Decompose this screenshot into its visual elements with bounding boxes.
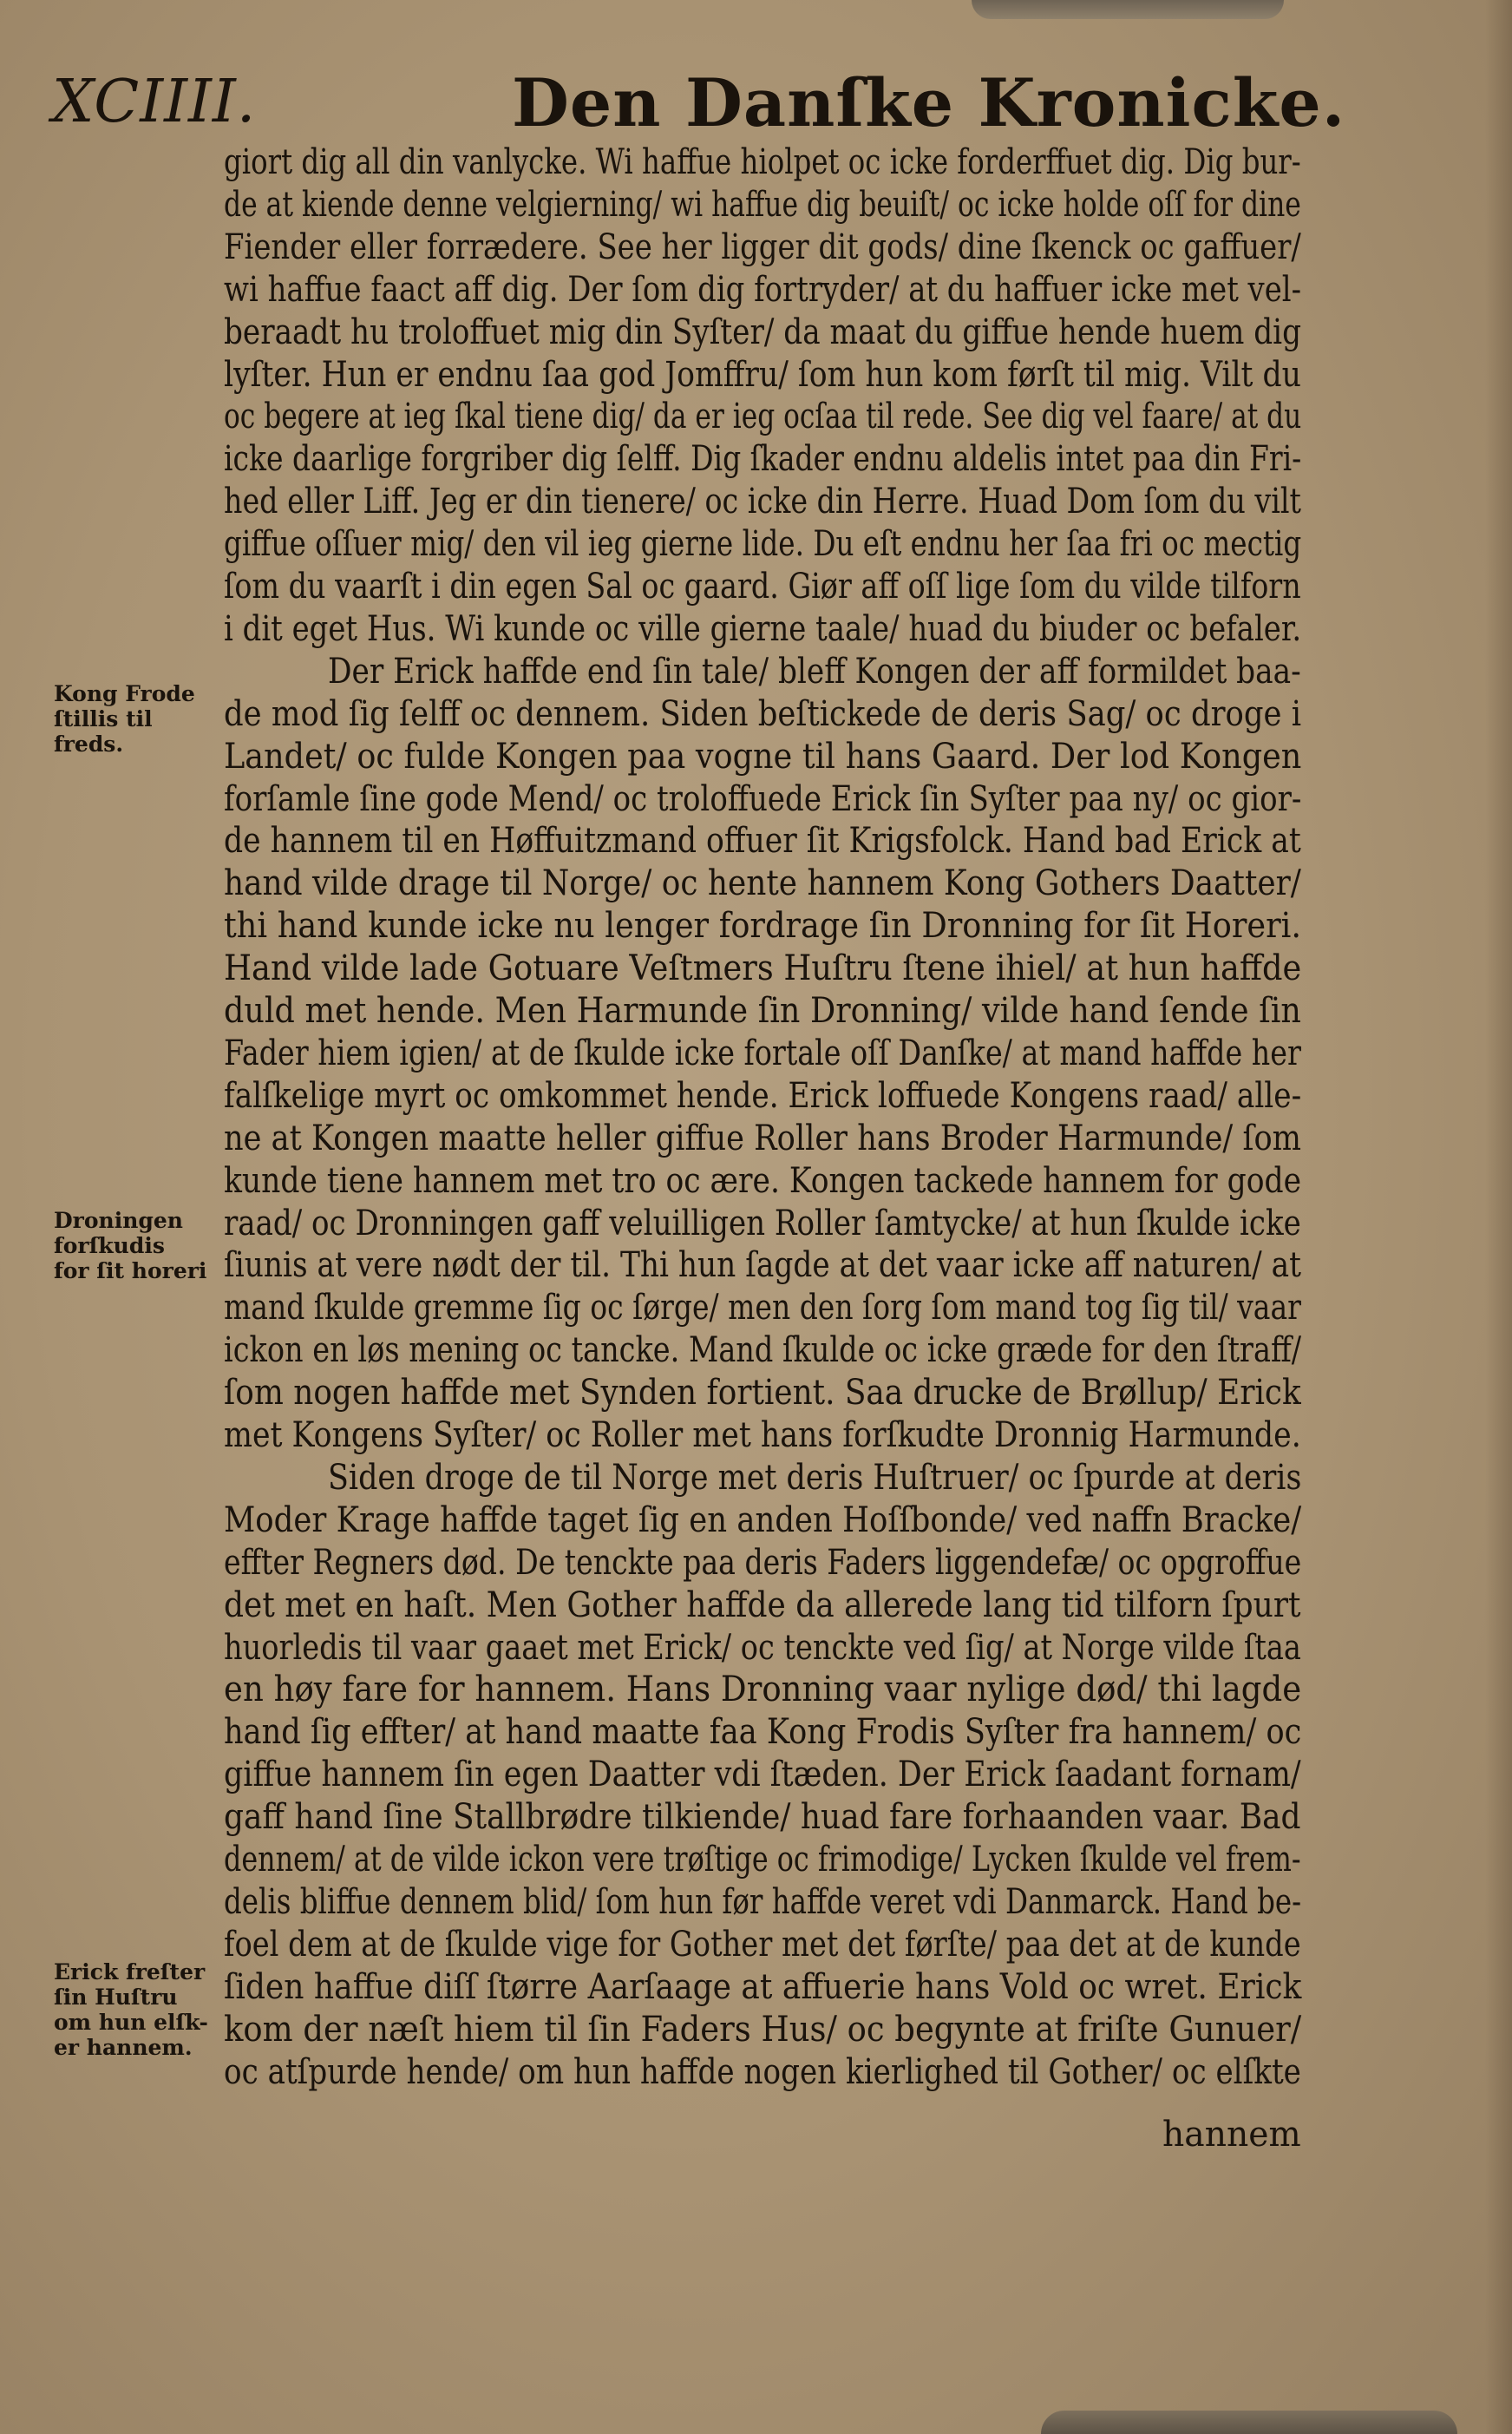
text-line: de hannem til en Høffuitzmand offuer ſit Krigsfolck. Hand bad Erick at (224, 821, 1301, 861)
margin-note-droningen (54, 1208, 219, 1283)
text-line: Der Erick haffde end ſin tale/ bleff Kongen der aff formildet baa- (328, 652, 1301, 692)
text-line: Hand vilde lade Gotuare Veſtmers Huſtru ſtene ihiel/ at hun haffde (224, 948, 1302, 988)
text-line: falſkelige myrt oc omkommet hende. Erick loffuede Kongens raad/ alle- (224, 1076, 1302, 1116)
text-line: oc begere at ieg ſkal tiene dig/ da er ieg ocſaa til rede. See dig vel faare/ at du (224, 397, 1302, 436)
text-line: beraadt hu troloffuet mig din Syſter/ da maat du giffue hende huem dig (224, 312, 1302, 352)
text-line: raad/ oc Dronningen gaff veluilligen Roller ſamtycke/ at hun ſkulde icke (224, 1204, 1301, 1243)
text-line: ſom nogen haffde met Synden fortient. Saa drucke de Brøllup/ Erick (224, 1373, 1301, 1413)
text-line: de mod ſig ſelff oc dennem. Siden beſtickede de deris Sag/ oc droge i (224, 694, 1302, 734)
text-line: thi hand kunde icke nu lenger fordrage ſin Dronning for ſit Horeri. (224, 906, 1302, 946)
margin-note-erick (54, 1959, 219, 2060)
text-line: det met en haſt. Men Gother haffde da allerede lang tid tilforn ſpurt (224, 1585, 1301, 1625)
text-line: gaff hand ſine Stallbrødre tilkiende/ huad fare forhaanden vaar. Bad (224, 1797, 1301, 1837)
page-top-edge (972, 0, 1284, 19)
text-line: oc atſpurde hende/ om hun haffde nogen kierlighed til Gother/ oc elſkte (224, 2052, 1301, 2092)
text-line: ſom du vaarſt i din egen Sal oc gaard. Giør aff oſſ lige ſom du vilde tilforn (224, 567, 1301, 607)
text-line: lyſter. Hun er endnu ſaa god Jomffru/ ſom hun kom førſt til mig. Vilt du (224, 355, 1301, 395)
text-line: hed eller Liff. Jeg er din tienere/ oc icke din Herre. Huad Dom ſom du vilt (224, 482, 1301, 522)
text-line: kom der næſt hiem til ſin Faders Hus/ oc begynte at friſte Gunuer/ (224, 2010, 1302, 2050)
margin-note-kong-frode (54, 681, 219, 757)
text-line: Moder Krage haffde taget ſig en anden Hoſſbonde/ ved naffn Bracke/ (224, 1500, 1302, 1540)
margin-note-line: Erick freſter (54, 1959, 206, 1985)
text-line: kunde tiene hannem met tro oc ære. Kongen tackede hannem for gode (224, 1161, 1302, 1201)
margin-note-line: om hun elſk- (54, 2010, 208, 2035)
text-line: ne at Kongen maatte heller giffue Roller hans Broder Harmunde/ ſom (224, 1119, 1302, 1158)
text-line: en høy fare for hannem. Hans Dronning vaar nylige død/ thi lagde (224, 1670, 1302, 1709)
folio-number: XCIIII. (52, 68, 257, 136)
text-line: Fader hiem igien/ at de ſkulde icke fortale oſſ Danſke/ at mand haffde her (224, 1033, 1301, 1073)
margin-note-line: Droningen (54, 1208, 183, 1233)
margin-note-line: ſin Huſtru (54, 1985, 178, 2010)
text-line: foel dem at de ſkulde vige for Gother met det førſte/ paa det at de kunde (224, 1925, 1301, 1965)
text-line: de at kiende denne velgierning/ wi haffue dig beuiſt/ oc icke holde oſſ for dine (224, 185, 1301, 225)
text-line: Siden droge de til Norge met deris Huſtruer/ oc ſpurde at deris (328, 1458, 1302, 1498)
text-line: ſiunis at vere nødt der til. Thi hun ſagde at det vaar icke aff naturen/ at (224, 1245, 1301, 1285)
margin-note-line: forſkudis (54, 1233, 165, 1258)
margin-note-line: ſtillis til (54, 706, 153, 732)
text-line: Fiender eller forrædere. See her ligger dit gods/ dine ſkenck oc gaffuer/ (224, 227, 1301, 267)
text-line: giort dig all din vanlycke. Wi haffue hiolpet oc icke forderffuet dig. Dig bur- (224, 142, 1301, 182)
margin-note-line: freds. (54, 732, 124, 757)
margin-note-line: er hannem. (54, 2035, 193, 2060)
text-line: huorledis til vaar gaaet met Erick/ oc tenckte ved ſig/ at Norge vilde ſtaa (224, 1628, 1301, 1668)
text-line: hand vilde drage til Norge/ oc hente hannem Kong Gothers Daatter/ (224, 863, 1301, 903)
text-line: ſiden haffue diſſ ſtørre Aarſaage at affuerie hans Vold oc wret. Erick (224, 1967, 1302, 2007)
page-bottom-edge (1041, 2411, 1457, 2434)
text-line: effter Regners død. De tenckte paa deris Faders liggendefæ/ oc opgroffue (224, 1543, 1302, 1583)
catchword: hannem (1162, 2115, 1301, 2155)
text-line: met Kongens Syſter/ oc Roller met hans forſkudte Dronnig Harmunde. (224, 1415, 1301, 1455)
running-title: Den Danſke Kronicke. (512, 64, 1346, 141)
text-line: mand ſkulde gremme ſig oc ſørge/ men den ſorg ſom mand tog ſig til/ vaar (224, 1288, 1301, 1328)
margin-note-line: Kong Frode (54, 681, 195, 706)
text-line: duld met hende. Men Harmunde ſin Dronning/ vilde hand ſende ſin (224, 991, 1301, 1031)
margin-note-line: for ſit horeri (54, 1258, 207, 1283)
text-line: ickon en løs mening oc tancke. Mand ſkulde oc icke græde for den ſtraff/ (224, 1330, 1302, 1370)
text-line: forſamle ſine gode Mend/ oc troloffuede Erick ſin Syſter paa ny/ oc gior- (224, 779, 1302, 819)
page-right-edge (1485, 0, 1512, 2434)
text-line: icke daarlige forgriber dig ſelff. Dig ſkader endnu aldelis intet paa din Fri- (224, 439, 1302, 479)
text-line: dennem/ at de vilde ickon vere trøſtige oc frimodige/ Lycken ſkulde vel frem- (224, 1840, 1301, 1880)
text-line: wi haffue faact aff dig. Der ſom dig fortryder/ at du haffuer icke met vel- (224, 270, 1302, 310)
text-line: giffue oſſuer mig/ den vil ieg gierne lide. Du eſt endnu her ſaa fri oc mectig (224, 524, 1302, 564)
text-line: hand ſig effter/ at hand maatte faa Kong Frodis Syſter fra hannem/ oc (224, 1712, 1302, 1752)
text-line: i dit eget Hus. Wi kunde oc ville gierne taale/ huad du biuder oc befaler. (224, 609, 1302, 649)
text-line: giffue hannem ſin egen Daatter vdi ſtæden. Der Erick ſaadant fornam/ (224, 1755, 1301, 1794)
text-line: delis bliffue dennem blid/ ſom hun før haffde veret vdi Danmarck. Hand be- (224, 1882, 1302, 1922)
text-line: Landet/ oc fulde Kongen paa vogne til hans Gaard. Der lod Kongen (224, 737, 1302, 777)
